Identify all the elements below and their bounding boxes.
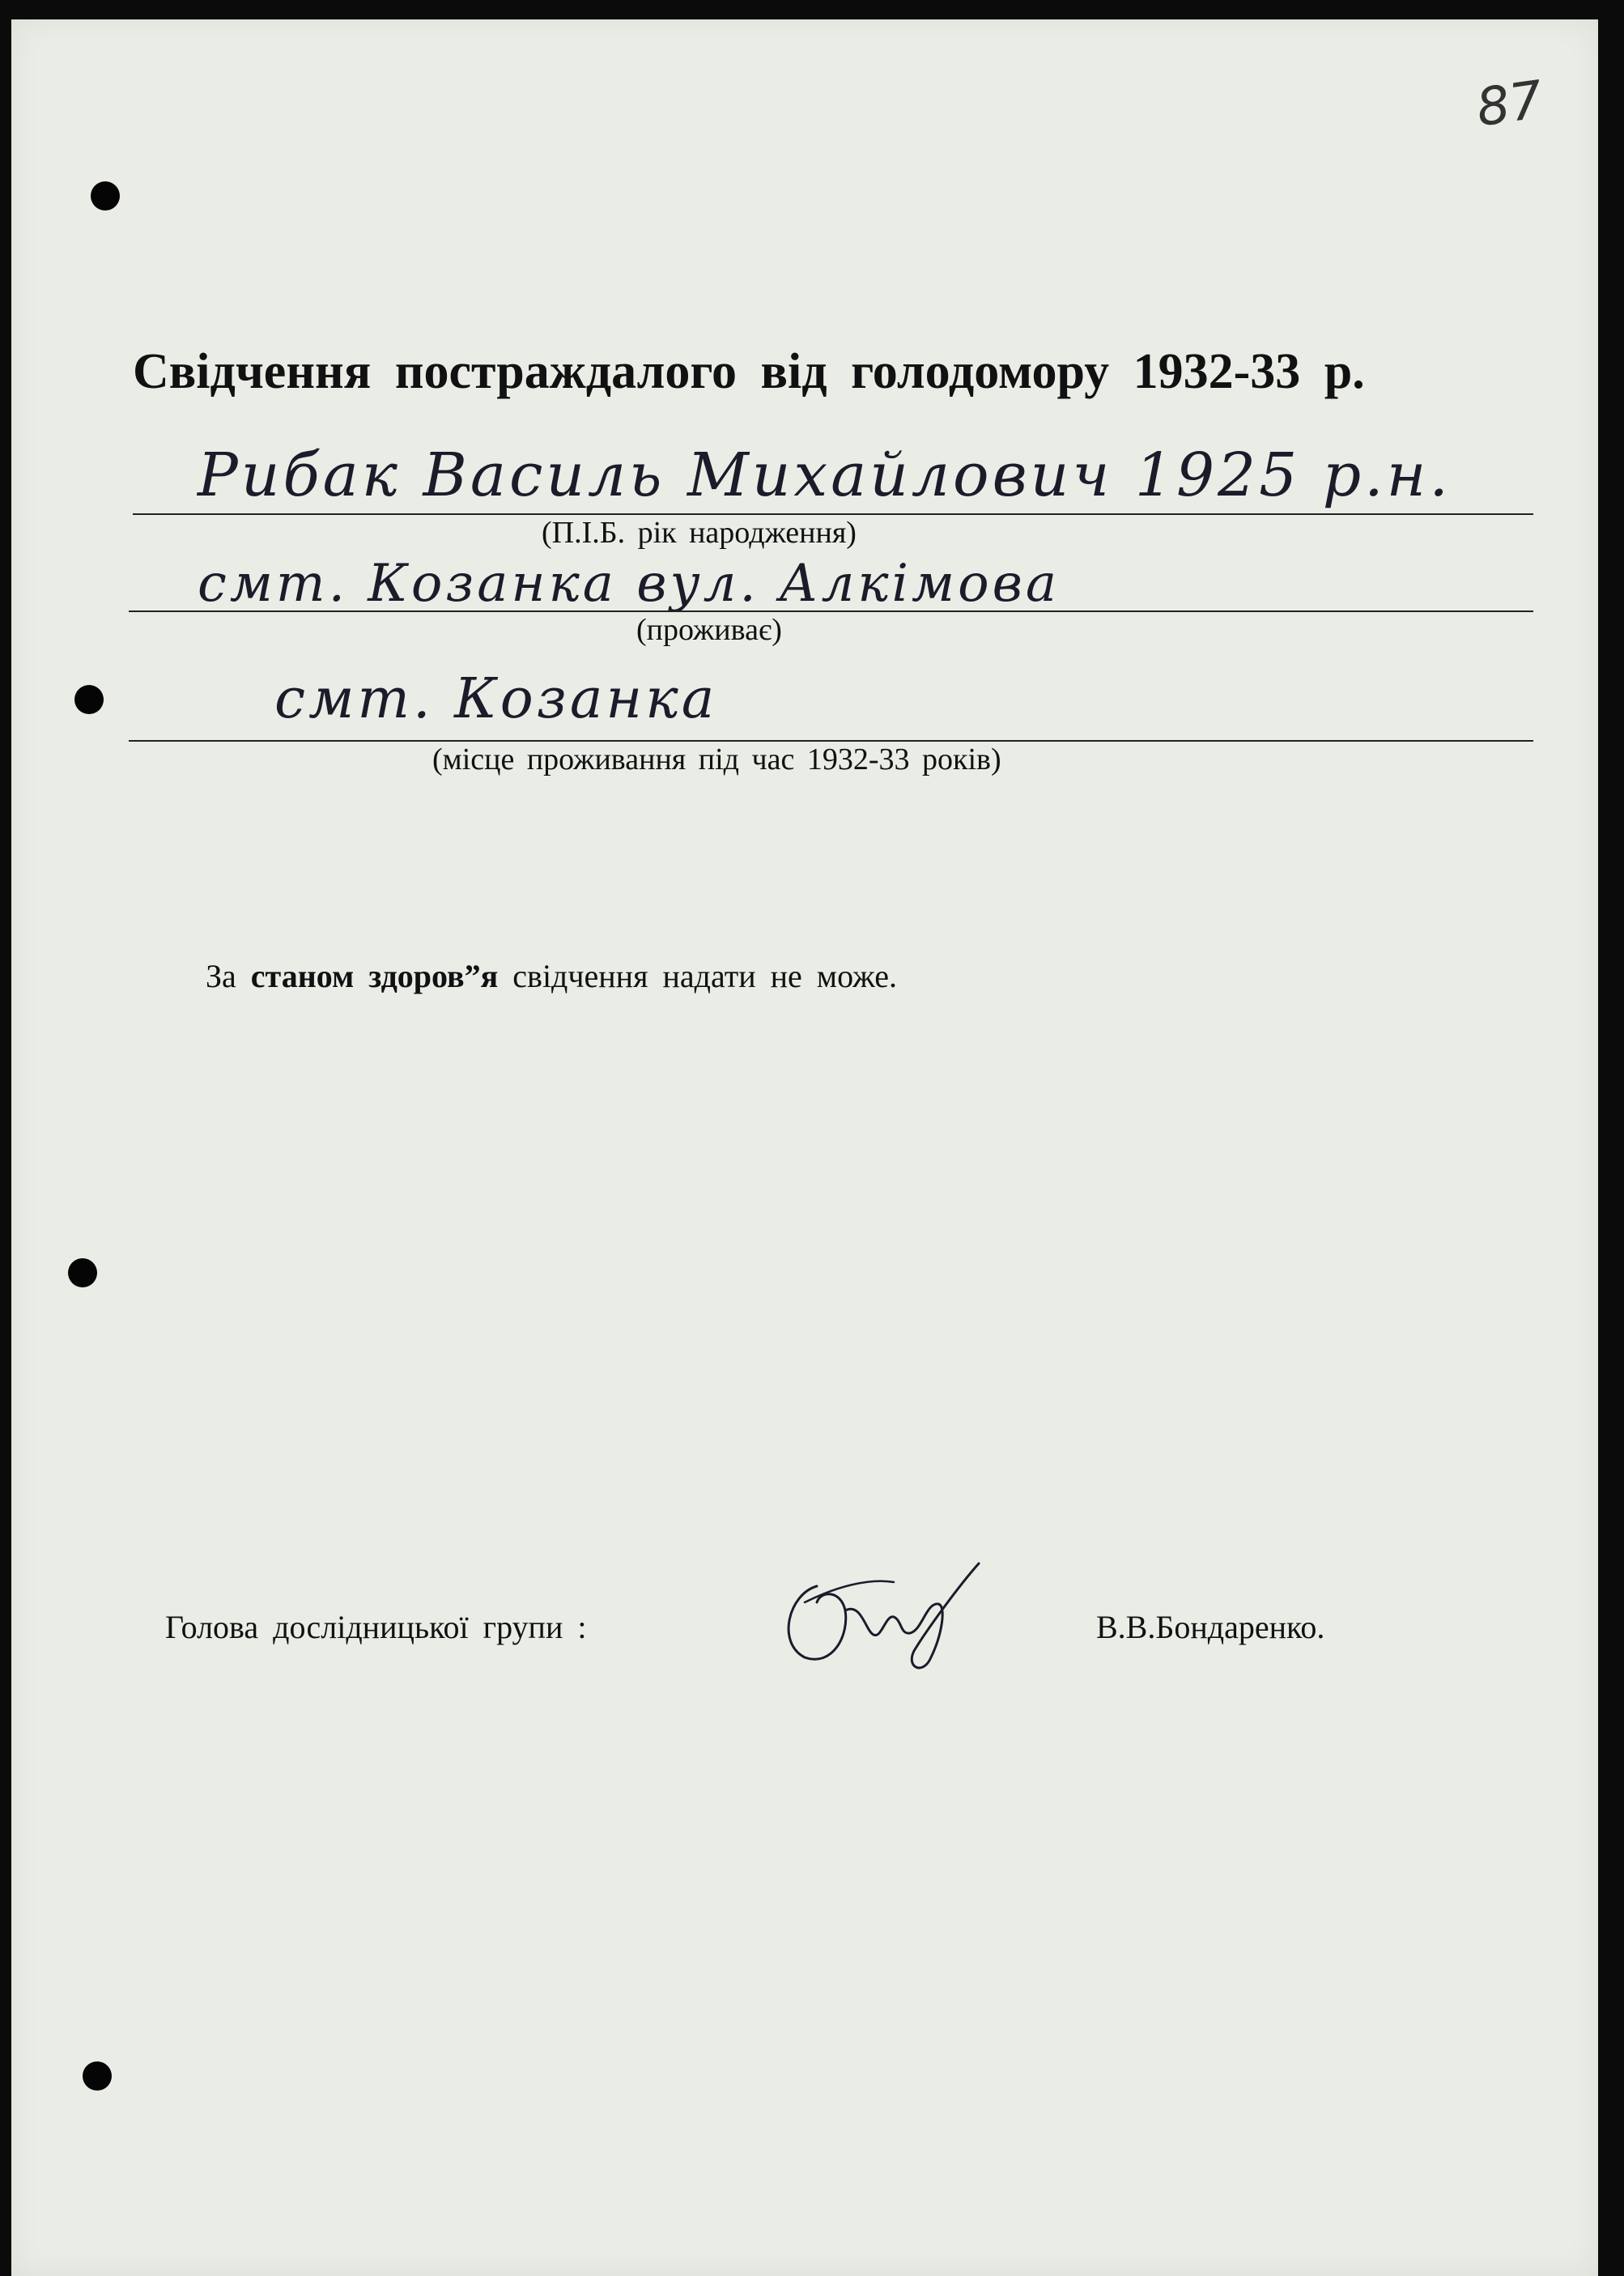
punch-hole: [83, 2061, 112, 2091]
footer-label: Голова дослідницької групи :: [165, 1609, 587, 1645]
document-title: Свідчення постраждалого від голодомору 1932-33 р.: [133, 344, 1365, 399]
punch-hole: [91, 181, 120, 211]
name-field-value: Рибак Василь Михайлович 1925 р.н.: [198, 440, 1452, 510]
page-number: 87: [1473, 70, 1547, 139]
statement-suffix: свідчення надати не може.: [512, 958, 897, 994]
document-page: [11, 19, 1598, 2276]
former-residence-field-value: смт. Козанка: [274, 667, 718, 731]
footer-name: В.В.Бондаренко.: [1096, 1609, 1325, 1645]
residence-field-value: смт. Козанка вул. Алкімова: [198, 554, 1060, 614]
former-residence-field-caption: (місце проживання під час 1932-33 років): [432, 742, 1001, 776]
name-field-caption: (П.І.Б. рік народження): [542, 516, 857, 550]
statement-prefix: За: [206, 958, 236, 994]
residence-field-caption: (проживає): [636, 613, 782, 647]
punch-hole: [74, 685, 104, 714]
statement-text: [206, 957, 897, 995]
punch-hole: [68, 1258, 97, 1287]
handwritten-signature: [772, 1554, 1007, 1675]
statement-bold: станом здоров”я: [250, 958, 499, 994]
residence-field-line: [129, 610, 1533, 612]
